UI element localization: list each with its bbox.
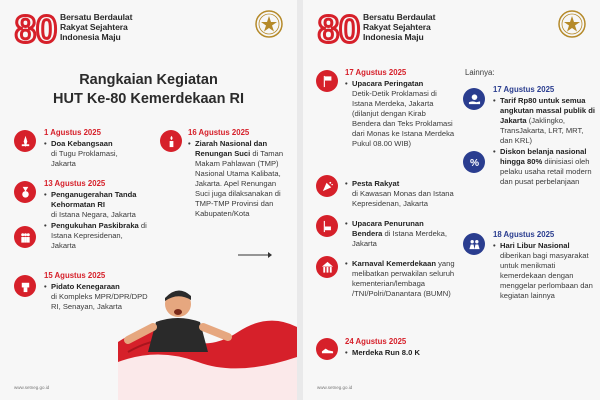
event-3: 15 Agustus 2025 • Pidato Kenegaraan di Kompleks MPR/DPR/DPD RI, Senayan, Jakarta [44,271,148,311]
other-event-2: 18 Agustus 2025 • Hari Libur Nasional diberikan bagi masyarakat untuk menikmati kemerdekaan dengan menggelar perlombaan dan kegiatan lainnya [493,230,597,301]
party-popper-icon [316,175,338,197]
event-date: 17 Agustus 2025 [345,68,407,77]
brand-text [60,12,132,42]
right-panel [303,0,600,400]
event-date: 16 Agustus 2025 [188,128,250,137]
event-date: 18 Agustus 2025 [493,230,555,239]
footer-url: www.setneg.go.id [317,385,353,390]
brand-line-3: Indonesia Maju [363,32,424,42]
event-title: Tarif Rp80 untuk semua angkutan massal publik di Jakarta [500,96,595,125]
group-people-icon [14,226,36,248]
brand-line-2: Rakyat Sejahtera [363,22,431,32]
brand-text [363,12,435,42]
right-event-5: 24 Agustus 2025 • Merdeka Run 8.0 K [345,337,455,358]
pray-icon [14,130,36,152]
event-desc: di Kawasan Monas dan Istana Kepresidenan, Jakarta [352,189,454,208]
right-event-3: • Upacara Penurunan Bendera di Istana Merdeka, Jakarta [345,219,447,248]
state-emblem-icon [255,10,283,38]
event-desc-extra: (dilanjut dengan Kirab Bendera dan Teks Proklamasi dari Monas ke Istana Merdeka Pukul 08.00 WIB) [352,109,455,148]
event-desc: diberikan bagi masyarakat untuk menikmati kemerdekaan dengan menggelar perlombaan dan kegiatan lainnya [500,251,593,300]
event-2: 13 Agustus 2025 • Penganugerahan Tanda Kehormatan RI di Istana Negara, Jakarta • Pengukuhan Paskibraka di Istana Kepresidenan, Jakarta [44,179,147,250]
brand-line-1: Bersatu Berdaulat [363,12,436,22]
event-title: Penganugerahan Tanda Kehormatan RI [51,190,137,209]
event-date: 17 Agustus 2025 [493,85,555,94]
other-heading: Lainnya: [465,68,495,77]
percent-icon [463,151,485,173]
event-title: Pengukuhan Paskibraka [51,221,139,230]
event-desc: di Istana Merdeka, Jakarta [352,229,447,248]
other-event-1: 17 Agustus 2025 • Tarif Rp80 untuk semua angkutan massal publik di Jakarta (Jaklingko, TransJakarta, LRT, MRT, dan KRL) • Diskon belanja nasional hingga 80% diinisiasi oleh pelaku usaha retail modern dan pusat perbelanjaan [493,85,597,187]
brand-line-3: Indonesia Maju [60,32,121,42]
event-date: 1 Agustus 2025 [44,128,101,137]
hut-80-logo [14,7,58,49]
event-date: 13 Agustus 2025 [44,179,106,188]
carnival-icon [316,256,338,278]
event-title: Upacara Penurunan Bendera [352,219,424,238]
event-date: 15 Agustus 2025 [44,271,106,280]
event-title: Pesta Rakyat [352,179,400,188]
event-4: 16 Agustus 2025 • Ziarah Nasional dan Renungan Suci di Taman Makam Pahlawan (TMP) Nasional Utama Kalibata, Jakarta. Apel Renungan Suci juga dilaksanakan di TMP-TMP Provinsi dan Kabupaten/Kota [188,128,290,219]
event-title: Pidato Kenegaraan [51,282,120,291]
event-title: Karnaval Kemerdekaan [352,259,436,268]
left-panel [0,0,297,400]
event-title: Doa Kebangsaan [51,139,113,148]
event-desc: Detik-Detik Proklamasi di Istana Merdeka, Jakarta [352,89,437,108]
event-title: Hari Libur Nasional [500,241,570,250]
event-desc: di Tugu Proklamasi, Jakarta [51,149,118,168]
right-event-2: • Pesta Rakyat di Kawasan Monas dan Istana Kepresidenan, Jakarta [345,179,454,208]
brand-line-2: Rakyat Sejahtera [60,22,128,32]
holiday-people-icon [463,233,485,255]
svg-text:80: 80 [317,9,361,49]
flag-waving-man-illustration [118,282,297,400]
event-desc: diinisiasi oleh pelaku usaha retail modern dan pusat perbelanjaan [500,157,592,186]
money-hand-icon [463,88,485,110]
podium-icon [14,275,36,297]
hut-80-logo [317,7,361,49]
event-1: 1 Agustus 2025 • Doa Kebangsaan di Tugu Proklamasi, Jakarta [44,128,144,169]
event-desc: di Kompleks MPR/DPR/DPD RI, Senayan, Jakarta [51,292,148,311]
state-emblem-icon [558,10,586,38]
event-desc: yang melibatkan perwakilan seluruh kementerian/lembaga /TNI/Polri/Danantara (BUMN) [352,259,455,298]
event-title: Ziarah Nasional dan Renungan Suci [195,139,268,158]
medal-icon [14,181,36,203]
candle-icon [160,130,182,152]
event-desc: di Istana Negara, Jakarta [51,210,136,219]
event-title: Diskon belanja nasional hingga 80% [500,147,587,166]
brand-line-1: Bersatu Berdaulat [60,12,133,22]
right-event-4: • Karnaval Kemerdekaan yang melibatkan perwakilan seluruh kementerian/lembaga /TNI/Polri/Danantara (BUMN) [345,259,455,298]
flag-ceremony-icon [316,70,338,92]
page-title-line-2: HUT Ke-80 Kemerdekaan RI [53,91,244,107]
flag-lowering-icon [316,215,338,237]
event-title: Merdeka Run 8.0 K [352,348,420,357]
page-title-line-1: Rangkaian Kegiatan [79,72,218,88]
svg-text:%: % [469,157,479,169]
event-desc: di Istana Kepresidenan, Jakarta [51,221,147,250]
event-date: 24 Agustus 2025 [345,337,407,346]
arrow-right-icon [238,252,272,258]
event-desc: di Taman Makam Pahlawan (TMP) Nasional Utama Kalibata, Jakarta. Apel Renungan Suci juga dilaksanakan di TMP-TMP Provinsi dan Kabupaten/Kota [195,149,284,218]
event-desc: (Jaklingko, TransJakarta, LRT, MRT, dan KRL) [500,116,584,145]
footer-url: www.setneg.go.id [14,385,50,390]
running-shoe-icon [316,338,338,360]
event-title: Upacara Peringatan [352,79,424,88]
svg-text:80: 80 [14,9,58,49]
right-event-1: 17 Agustus 2025 • Upacara Peringatan Detik-Detik Proklamasi di Istana Merdeka, Jakarta (dilanjut dengan Kirab Bendera dan Teks Proklamasi dari Monas ke Istana Merdeka Pukul 08.00 WIB) [345,68,455,148]
